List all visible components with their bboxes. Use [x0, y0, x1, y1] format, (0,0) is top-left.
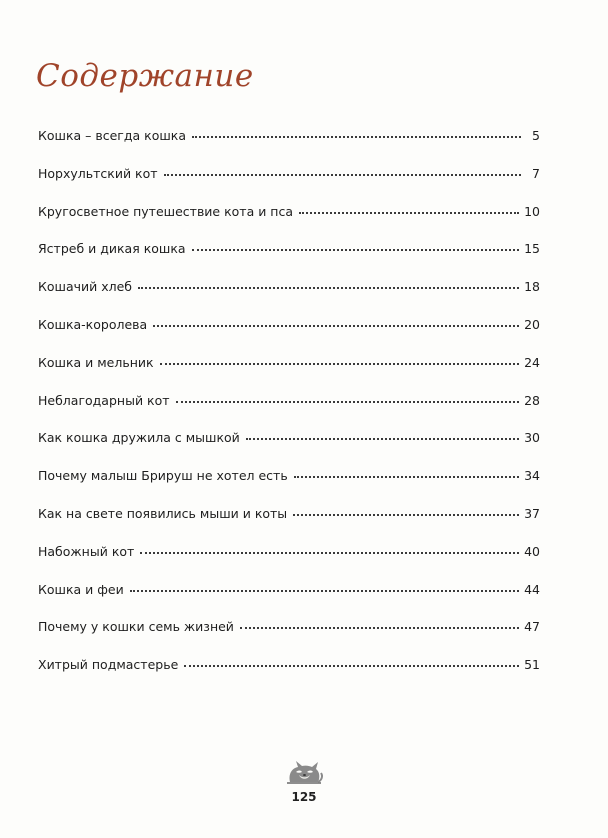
toc-entry-page: 44 [524, 581, 540, 597]
toc-entry-title: Как кошка дружила с мышкой [38, 430, 240, 446]
dot-leader [192, 249, 520, 251]
toc-entry-page: 18 [524, 279, 540, 295]
toc-entry-title: Ястреб и дикая кошка [38, 241, 186, 257]
toc-entry [38, 279, 540, 317]
toc-entry [38, 657, 540, 695]
toc-entry-page: 34 [524, 468, 540, 484]
toc-entry [38, 128, 540, 166]
page-footer [272, 758, 336, 804]
toc-entry-page: 15 [524, 241, 540, 257]
toc-entry [38, 317, 540, 355]
toc-entry [38, 241, 540, 279]
toc-entry-title: Кошка – всегда кошка [38, 128, 186, 143]
toc-list [38, 128, 540, 695]
toc-entry-title: Неблагодарный кот [38, 392, 170, 408]
toc-entry [38, 204, 540, 242]
toc-entry-page: 40 [524, 543, 540, 559]
toc-entry [38, 355, 540, 393]
toc-entry-title: Кошка и феи [38, 581, 124, 597]
dot-leader [299, 212, 519, 214]
dot-leader [294, 476, 519, 478]
toc-entry-title: Кругосветное путешествие кота и пса [38, 203, 294, 219]
dot-leader [164, 174, 521, 176]
toc-entry-page: 7 [532, 165, 540, 181]
dot-leader [140, 552, 519, 554]
toc-entry-page: 24 [524, 354, 540, 370]
dot-leader [160, 363, 520, 365]
toc-entry [38, 506, 540, 544]
dot-leader [246, 438, 519, 440]
toc-entry-title: Почему малыш Брируш не хотел есть [38, 468, 288, 484]
dot-leader [130, 590, 519, 592]
dot-leader [184, 665, 519, 667]
toc-entry [38, 582, 540, 620]
toc-title: Содержание [36, 58, 254, 94]
toc-entry-title: Почему у кошки семь жизней [38, 619, 234, 635]
page-number: 125 [291, 790, 317, 804]
toc-entry [38, 619, 540, 657]
toc-entry [38, 544, 540, 582]
toc-entry [38, 430, 540, 468]
dot-leader [138, 287, 519, 289]
toc-entry-title: Хитрый подмастерье [38, 657, 179, 673]
toc-entry [38, 468, 540, 506]
toc-entry [38, 166, 540, 204]
toc-entry-page: 51 [524, 657, 540, 673]
toc-entry-title: Набожный кот [38, 543, 135, 559]
dot-leader [176, 401, 520, 403]
toc-entry [38, 393, 540, 431]
toc-entry-page: 20 [524, 316, 540, 332]
toc-entry-title: Как на свете появились мыши и коты [38, 505, 288, 521]
cat-icon [284, 758, 324, 786]
toc-entry-title: Норхультский кот [38, 165, 158, 181]
toc-entry-page: 47 [524, 619, 540, 635]
dot-leader [240, 627, 519, 629]
toc-entry-page: 10 [524, 203, 540, 219]
dot-leader [153, 325, 519, 327]
toc-entry-page: 30 [524, 430, 540, 446]
toc-entry-title: Кошачий хлеб [38, 279, 133, 295]
toc-entry-title: Кошка-королева [38, 316, 148, 332]
toc-entry-page: 28 [524, 392, 540, 408]
toc-entry-page: 37 [524, 505, 540, 521]
dot-leader [293, 514, 519, 516]
dot-leader [192, 136, 521, 138]
toc-entry-page: 5 [532, 128, 540, 143]
toc-entry-title: Кошка и мельник [38, 354, 154, 370]
